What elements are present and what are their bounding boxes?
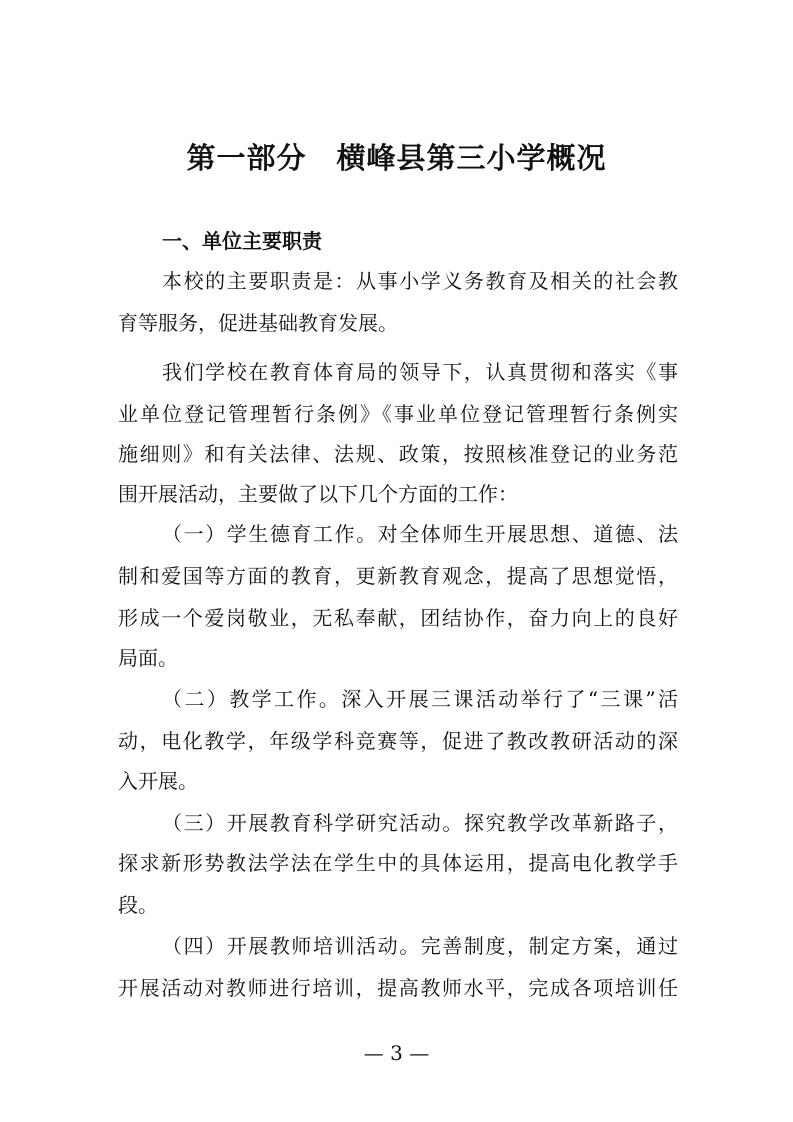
title-part: 第一部分 <box>186 141 307 175</box>
paragraph-line: （四）开展教师培训活动。完善制度，制定方案，通过 <box>162 934 678 958</box>
paragraph-line: 制和爱国等方面的教育，更新教育观念，提高了思想觉悟， <box>118 564 678 588</box>
paragraph-line: 育等服务，促进基础教育发展。 <box>118 311 398 335</box>
paragraph-line: 围开展活动，主要做了以下几个方面的工作： <box>118 482 518 506</box>
section-heading: 一、单位主要职责 <box>162 229 322 253</box>
page-title <box>0 138 793 178</box>
paragraph-line: 动，电化教学，年级学科竞赛等，促进了教改教研活动的深 <box>118 729 678 753</box>
paragraph-line: 局面。 <box>118 646 178 670</box>
paragraph-line: 探求新形势教法学法在学生中的具体运用，提高电化教学手 <box>118 851 678 875</box>
paragraph-line: 入开展。 <box>118 769 198 793</box>
paragraph-line: 段。 <box>118 893 158 917</box>
paragraph-line: （一）学生德育工作。对全体师生开展思想、道德、法 <box>162 522 678 546</box>
paragraph-line: （三）开展教育科学研究活动。探究教学改革新路子， <box>162 811 678 835</box>
paragraph-line: 本校的主要职责是：从事小学义务教育及相关的社会教 <box>162 269 678 293</box>
title-name: 横峰县第三小学概况 <box>336 141 607 175</box>
paragraph-line: 业单位登记管理暂行条例》《事业单位登记管理暂行条例实 <box>118 402 678 426</box>
page-number: — 3 — <box>363 1041 430 1065</box>
paragraph-line: 施细则》和有关法律、法规、政策，按照核准登记的业务范 <box>118 442 678 466</box>
paragraph-line: 形成一个爱岗敬业，无私奉献，团结协作，奋力向上的良好 <box>118 606 678 630</box>
paragraph-line: 开展活动对教师进行培训，提高教师水平，完成各项培训任 <box>118 976 678 1000</box>
paragraph-line: 我们学校在教育体育局的领导下，认真贯彻和落实《事 <box>162 360 678 384</box>
paragraph-line: （二）教学工作。深入开展三课活动举行了“三课”活 <box>162 687 678 711</box>
